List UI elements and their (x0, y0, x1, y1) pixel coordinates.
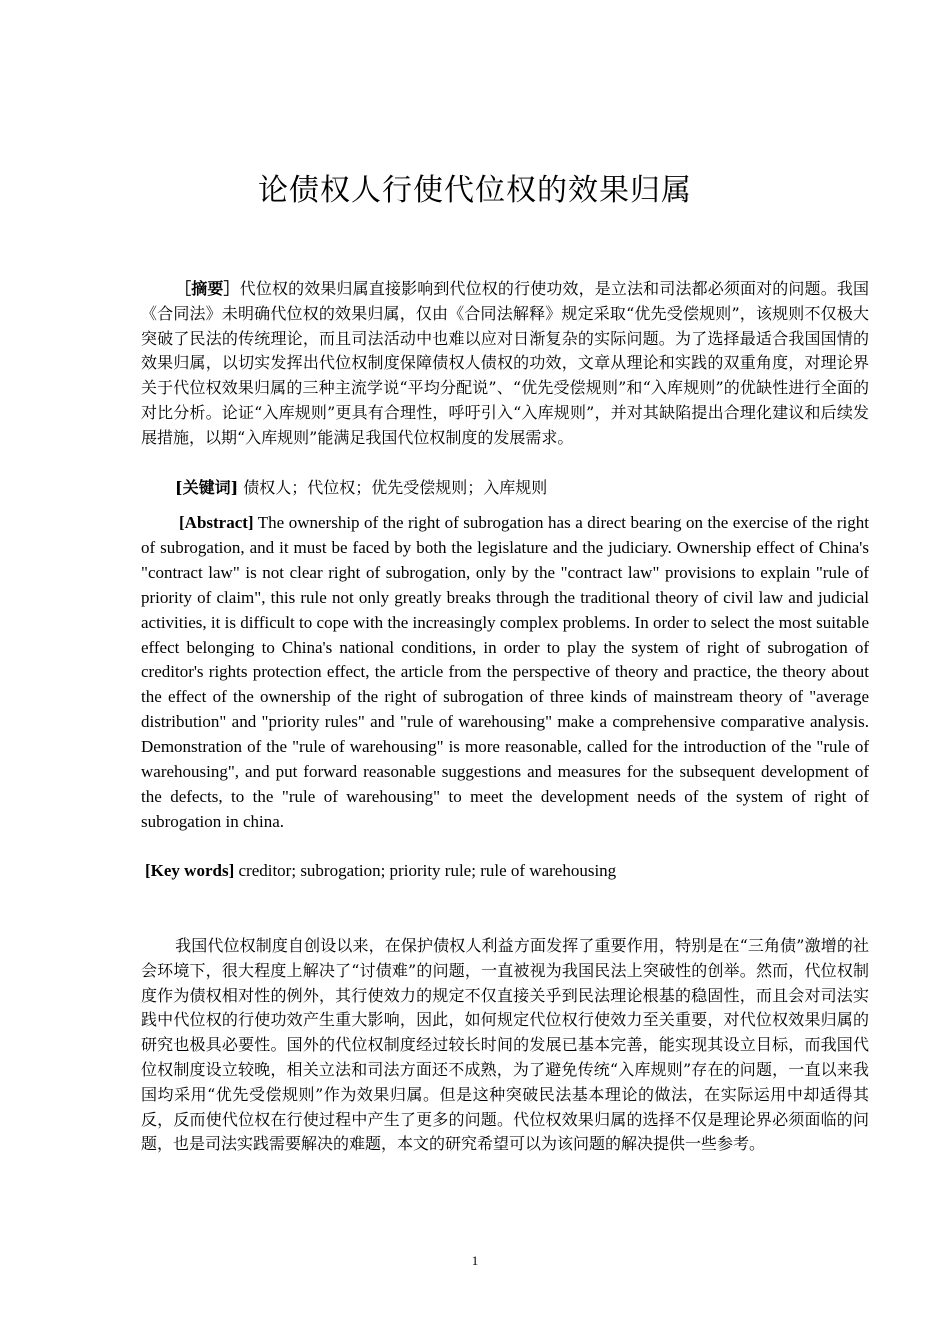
english-abstract (141, 511, 869, 835)
english-keywords-label: [Key words] (145, 861, 235, 880)
english-abstract-label: [Abstract] (179, 513, 254, 532)
english-abstract-text: The ownership of the right of subrogation has a direct bearing on the exercise of the right of subrogation, and it must be faced by both the legislature and the judiciary. Ownership effect of China's "contract law" is not clear right of subrogation, only by the "contract law" provisions to explain "rule of priority of claim", this rule not only greatly breaks through the traditional theory of civil law and judicial activities, it is difficult to cope with the increasingly complex problems. In order to select the most suitable effect belonging to China's national conditions, in order to play the system of right of subrogation of creditor's rights protection effect, the article from the perspective of theory and practice, the theory about the effect of the ownership of the right of subrogation of three kinds of mainstream theory of "average distribution" and "priority rules" and "rule of warehousing" make a comprehensive comparative analysis. Demonstration of the "rule of warehousing" is more reasonable, called for the introduction of the "rule of warehousing", and put forward reasonable suggestions and measures for the subsequent development of the defects, to the "rule of warehousing" to meet the development needs of the system of right of subrogation in china. (141, 513, 869, 831)
chinese-keywords-text: 债权人；代位权；优先受偿规则；入库规则 (243, 478, 548, 497)
page-number: 1 (471, 1253, 479, 1268)
chinese-keywords-label: [关键词] (175, 478, 239, 497)
introduction-paragraph (141, 934, 869, 1157)
chinese-abstract-text: 代位权的效果归属直接影响到代位权的行使功效，是立法和司法都必须面对的问题。我国《合同法》未明确代位权的效果归属，仅由《合同法解释》规定采取“优先受偿规则”，该规则不仅极大突破了民法的传统理论，而且司法活动中也难以应对日渐复杂的实际问题。为了选择最适合我国国情的效果归属，以切实发挥出代位权制度保障债权人债权的功效，文章从理论和实践的双重角度，对理论界关于代位权效果归属的三种主流学说“平均分配说”、“优先受偿规则”和“入库规则”的优缺性进行全面的对比分析。论证“入库规则”更具有合理性，呼吁引入“入库规则”，并对其缺陷提出合理化建议和后续发展措施，以期“入库规则”能满足我国代位权制度的发展需求。 (141, 279, 869, 447)
introduction-text: 我国代位权制度自创设以来，在保护债权人利益方面发挥了重要作用，特别是在“三角债”激增的社会环境下，很大程度上解决了“讨债难”的问题，一直被视为我国民法上突破性的创举。然而，代位权制度作为债权相对性的例外，其行使效力的规定不仅直接关乎到民法理论根基的稳固性，而且会对司法实践中代位权的行使功效产生重大影响，因此，如何规定代位权行使效力至关重要，对代位权效果归属的研究也极具必要性。国外的代位权制度经过较长时间的发展已基本完善，能实现其设立目标，而我国代位权制度设立较晚，相关立法和司法方面还不成熟，为了避免传统“入库规则”存在的问题，一直以来我国均采用“优先受偿规则”作为效果归属。但是这种突破民法基本理论的做法，在实际运用中却适得其反，反而使代位权在行使过程中产生了更多的问题。代位权效果归属的选择不仅是理论界必须面临的问题，也是司法实践需要解决的难题，本文的研究希望可以为该问题的解决提供一些参考。 (141, 936, 869, 1154)
paper-title: 论债权人行使代位权的效果归属 (258, 173, 692, 208)
english-keywords-text: creditor; subrogation; priority rule; rule of warehousing (238, 861, 617, 880)
english-keywords (145, 859, 873, 884)
chinese-abstract (141, 277, 869, 451)
chinese-keywords (141, 476, 869, 501)
chinese-abstract-label: ［摘要］ (175, 279, 240, 298)
